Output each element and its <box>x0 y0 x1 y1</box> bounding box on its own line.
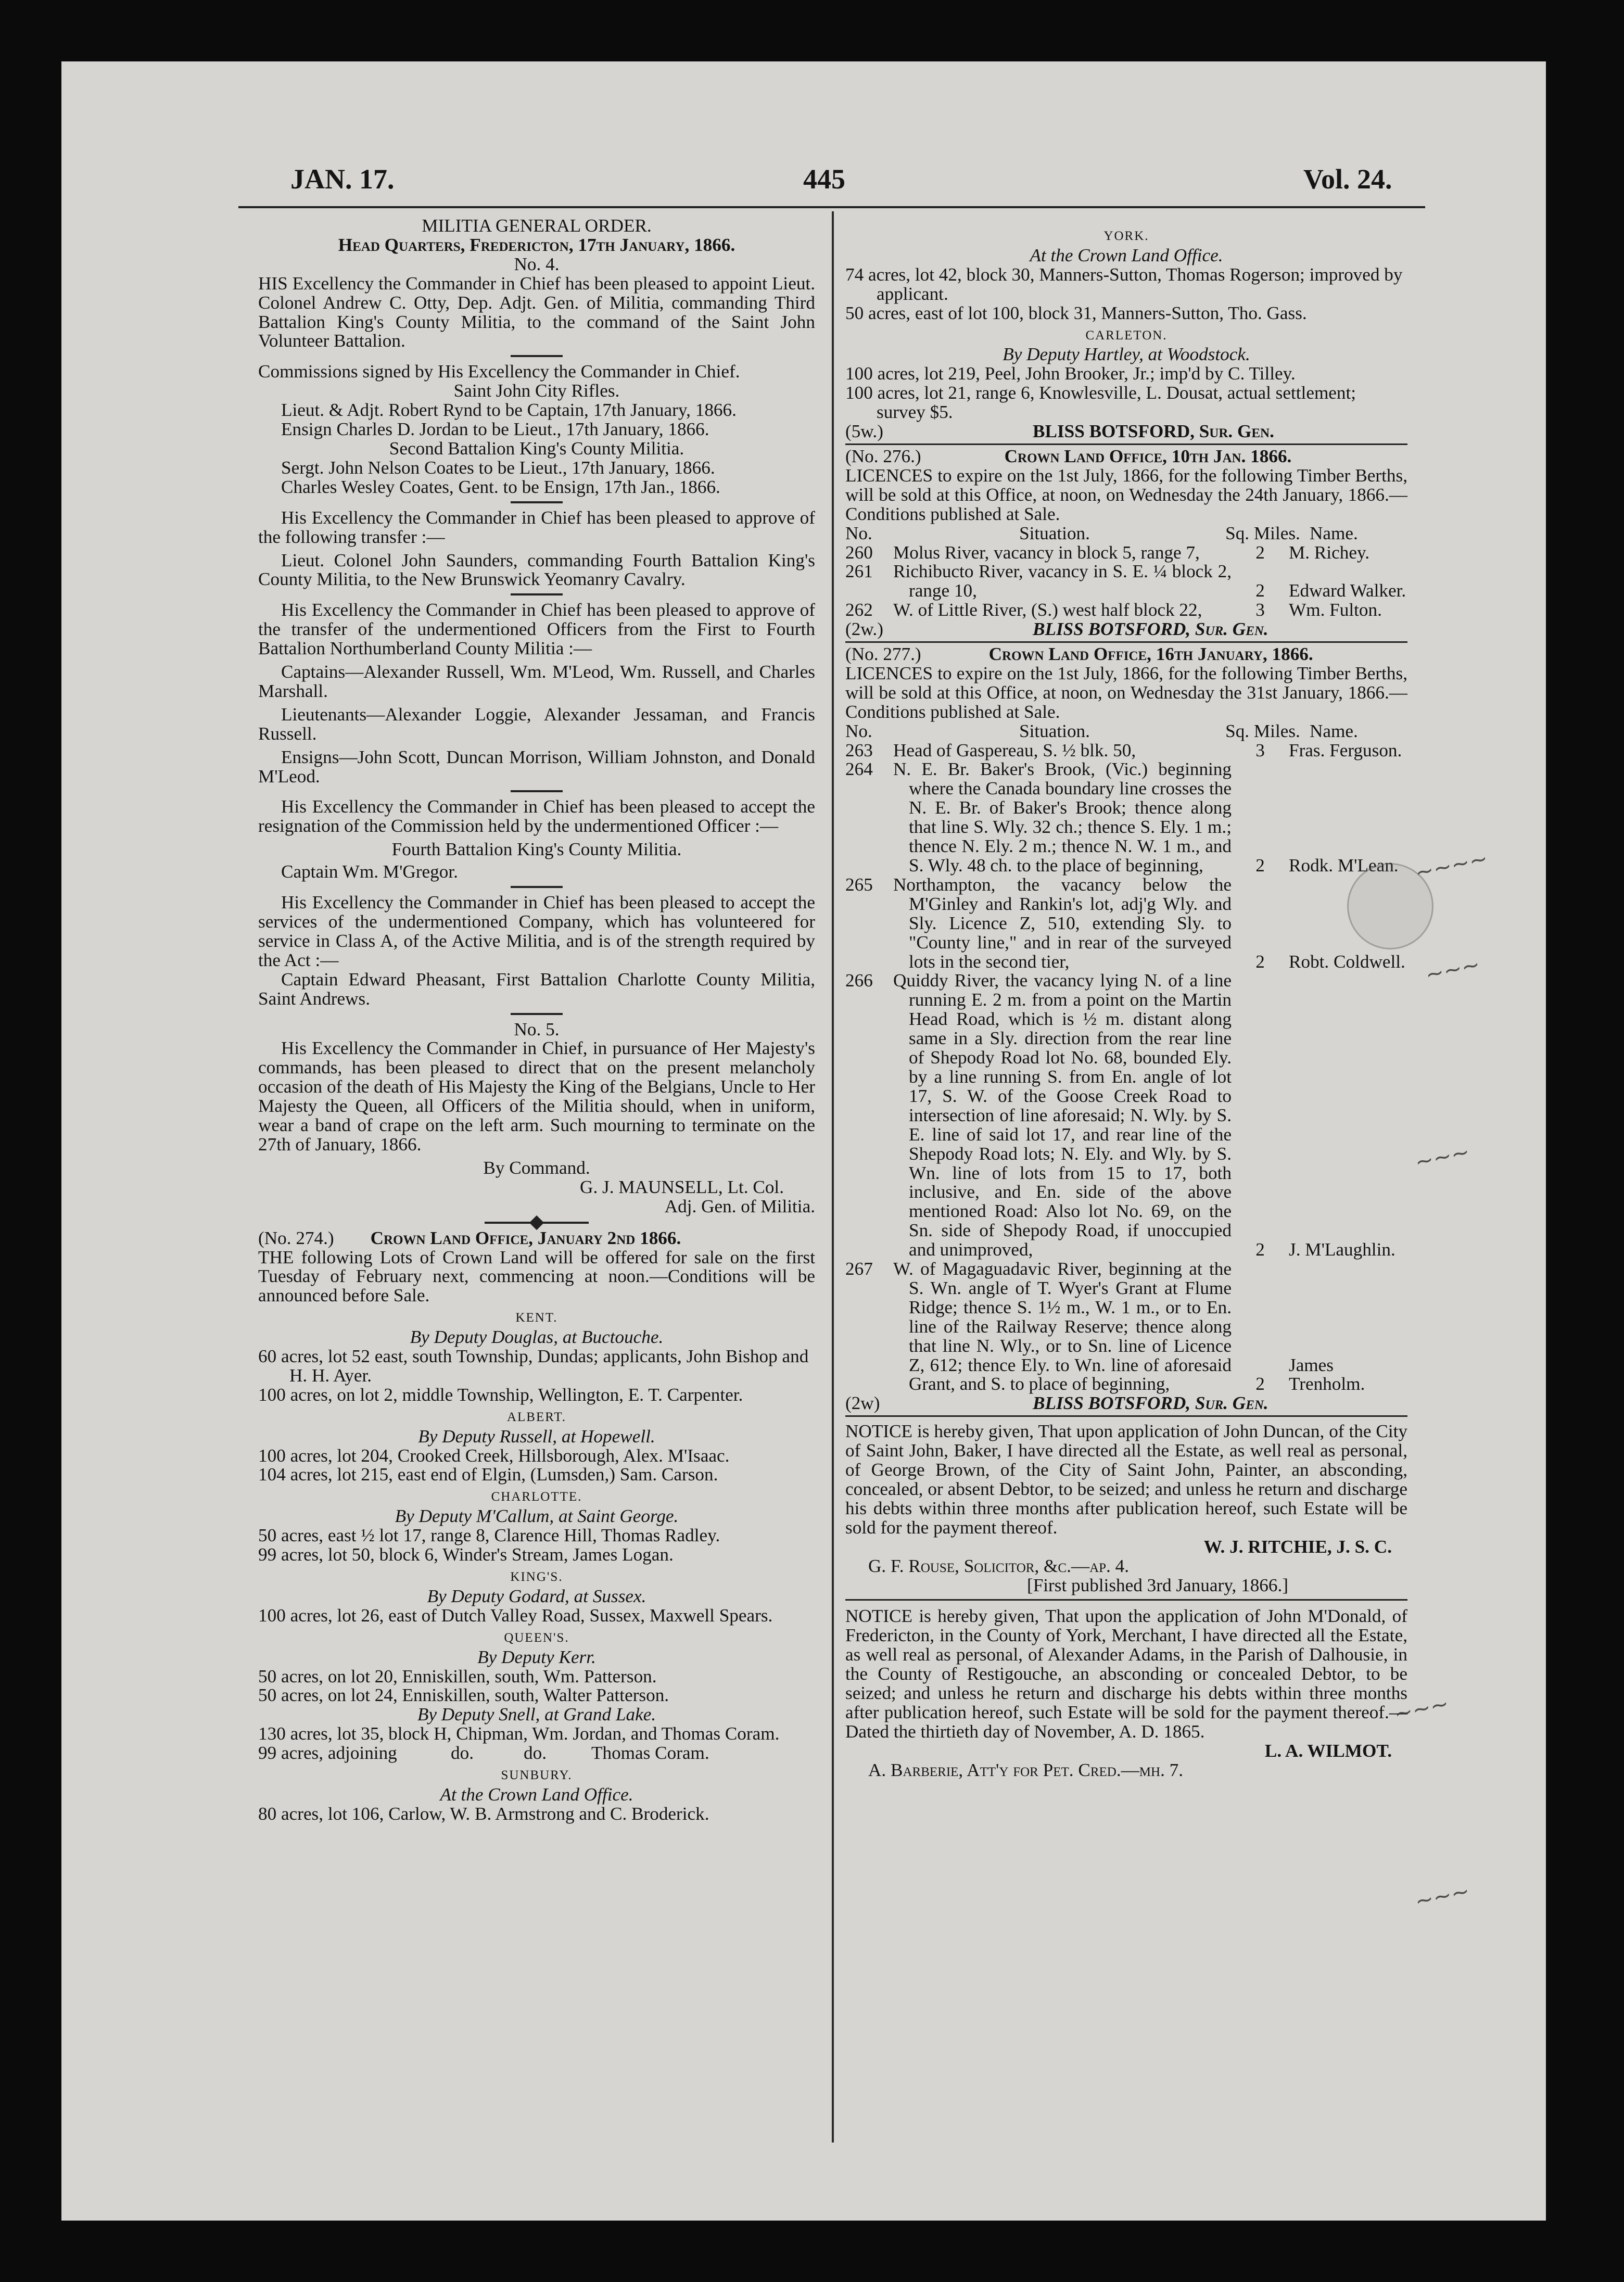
appointment-rynd: Lieut. & Adjt. Robert Rynd to be Captain, 17th January, 1866. <box>281 400 737 421</box>
county-sunbury: SUNBURY. <box>501 1768 573 1783</box>
appointment-jordan: Ensign Charles D. Jordan to be Lieut., 17th January, 1866. <box>281 419 709 440</box>
deputy-charlotte: By Deputy M'Callum, at Saint George. <box>395 1506 679 1527</box>
lot-entry: 80 acres, lot 106, Carlow, W. B. Armstrong and C. Broderick. <box>258 1803 709 1824</box>
lot-entry: 99 acres, lot 50, block 6, Winder's Stream, James Logan. <box>258 1544 674 1565</box>
berth-row <box>845 562 1407 601</box>
berth-row <box>845 543 1407 563</box>
berth-number: 262 <box>845 600 873 620</box>
berth-number: 260 <box>845 542 873 563</box>
right-column <box>845 227 1407 1780</box>
notice-number: (No. 277.) <box>845 644 921 665</box>
berth-situation: Northampton, the vacancy below the M'Ginley and Rankin's lot, adj'g Wly. and Sly. Licence Z, 510, extending Sly. to "County line," and in rear of the surveyed lots in the second tier, <box>893 874 1232 972</box>
berth-number: 264 <box>845 759 873 780</box>
berth-name: J. M'Laughlin. <box>1289 1239 1395 1260</box>
deputy-carleton: By Deputy Hartley, at Woodstock. <box>1003 344 1250 365</box>
header-rule <box>238 206 1425 208</box>
signature-botsford: BLISS BOTSFORD, Sur. Gen. <box>1033 1393 1268 1414</box>
order-paragraph-otty: HIS Excellency the Commander in Chief has been pleased to appoint Lieut. Colonel Andrew C. Otty, Dep. Adjt. Gen. of Militia, commanding Third Battalion King's County Militia, to the command of the Saint John Volunteer Battalion. <box>258 273 815 351</box>
table-header: No. Situation. Sq. Miles. Name. <box>845 523 1358 543</box>
county-kent: KENT. <box>515 1311 558 1325</box>
berth-situation: Molus River, vacancy in block 5, range 7, <box>893 542 1200 563</box>
signature-botsford: BLISS BOTSFORD, Sur. Gen. <box>1033 619 1268 640</box>
berth-name: M. Richey. <box>1289 542 1370 563</box>
deputy-york: At the Crown Land Office. <box>1030 245 1223 265</box>
notice-office-date: Crown Land Office, 10th Jan. 1866. <box>1004 446 1292 466</box>
berth-row <box>845 741 1407 760</box>
berth-situation: W. of Little River, (S.) west half block 22, <box>893 600 1202 620</box>
notice-paragraph: NOTICE is hereby given, That upon application of John Duncan, of the City of Saint John, Baker, I have directed all the Estate, as well real as personal, of George Brown, of the City of Saint John, Painter, an absconding, concealed, or absent Debtor, to be seized; and unless he return and discharge his debts within three months after publication hereof, such Estate will be sold for the payment thereof. <box>845 1421 1407 1538</box>
berth-sq-miles: 2 <box>1255 542 1265 563</box>
berth-name: James Trenholm. <box>1289 1354 1365 1394</box>
notice-mcdonald <box>845 1607 1407 1780</box>
county-albert: ALBERT. <box>506 1410 567 1424</box>
order-no5: No. 5. <box>514 1019 560 1039</box>
heading-second-battalion: Second Battalion King's County Militia. <box>389 438 684 459</box>
berth-sq-miles: 2 <box>1255 951 1265 972</box>
notice-paragraph: NOTICE is hereby given, That upon the application of John M'Donald, of Fredericton, in the County of York, Merchant, I have directed all the Estate, as well real as personal, of Alexander Adams, in the Parish of Dalhousie, in the County of Restigouche, an absconding or concealed Debtor, to be seized; and unless he return and discharge his debts within three months after publication hereof, such Estate will be sold for the payment thereof.—Dated the thirtieth day of November, A. D. 1865. <box>845 1606 1407 1742</box>
divider <box>511 1013 563 1015</box>
divider <box>511 501 563 503</box>
header-page-number: 445 <box>803 163 845 195</box>
appointment-charles-coates: Charles Wesley Coates, Gent. to be Ensign, 17th Jan., 1866. <box>281 476 720 497</box>
lot-entry: 100 acres, lot 21, range 6, Knowlesville, L. Dousat, actual settlement; survey $5. <box>845 383 1356 423</box>
solicitor-line: G. F. Rouse, Solicitor, &c.—ap. 4. <box>868 1555 1130 1576</box>
first-published: [First published 3rd January, 1866.] <box>1026 1575 1288 1595</box>
deputy-queens-2: By Deputy Snell, at Grand Lake. <box>417 1704 656 1725</box>
notice-number: (No. 274.) <box>258 1227 334 1248</box>
handwritten-annotation: ~~~ <box>1392 1690 1451 1727</box>
captains-list: Captains—Alexander Russell, Wm. M'Leod, Wm. Russell, and Charles Marshall. <box>258 662 815 701</box>
divider <box>845 641 1407 643</box>
berth-name: Fras. Ferguson. <box>1289 740 1402 760</box>
berth-situation: Quiddy River, the vacancy lying N. of a line running E. 2 m. from a point on the Martin Head Road, which is ½ m. distant along same in a Sly. direction from the rear line of Shepody Road lot No. 68, bounded Ely. by a line running S. from En. angle of lot 17, S. W. of the Goose Creek Road to intersection of line aforesaid; N. Wly. by S. E. line of said lot 17, and rear line of the Shepody Road lots; N. Ely. and Wly. by S. Wn. line of lots from 15 to 17, both inclusive, and En. side of the above mentioned Road: Also lot No. 69, on the Sn. side of Shepody Road, if unoccupied and unimproved, <box>893 970 1232 1260</box>
by-command: By Command. <box>483 1157 590 1178</box>
lot-entry: 130 acres, lot 35, block H, Chipman, Wm. Jordan, and Thomas Coram. <box>258 1723 780 1744</box>
signature-line: (5w.) BLISS BOTSFORD, Sur. Gen. <box>845 421 1274 442</box>
county-carleton: CARLETON. <box>1085 328 1168 343</box>
berth-row <box>845 1260 1407 1394</box>
lot-entry: 100 acres, lot 26, east of Dutch Valley Road, Sussex, Maxwell Spears. <box>258 1605 773 1626</box>
lot-entry: 50 acres, east of lot 100, block 31, Manners-Sutton, Tho. Gass. <box>845 302 1307 323</box>
lot-entry: 74 acres, lot 42, block 30, Manners-Sutton, Thomas Rogerson; improved by applicant. <box>845 264 1403 304</box>
militia-title: MILITIA GENERAL ORDER. <box>422 215 652 236</box>
left-column <box>258 217 815 1824</box>
berth-situation: Head of Gaspereau, S. ½ blk. 50, <box>893 740 1136 760</box>
berth-number: 263 <box>845 740 873 760</box>
berth-row <box>845 601 1407 620</box>
lieutenants-list: Lieutenants—Alexander Loggie, Alexander Jessaman, and Francis Russell. <box>258 704 815 744</box>
signature-ritchie: W. J. RITCHIE, J. S. C. <box>1203 1536 1392 1557</box>
notice-number: (No. 276.) <box>845 446 921 466</box>
deputy-kent: By Deputy Douglas, at Buctouche. <box>410 1327 664 1348</box>
berth-sq-miles: 2 <box>1255 1374 1265 1394</box>
lot-entry-coram: 99 acres, adjoining do. do. Thomas Coram. <box>258 1743 709 1764</box>
divider <box>845 1415 1407 1417</box>
timber-notice-277 <box>845 645 1407 1413</box>
newspaper-page <box>61 61 1546 2221</box>
divider <box>511 355 563 357</box>
berth-sq-miles: 2 <box>1255 1239 1265 1260</box>
crown-land-paragraph: THE following Lots of Crown Land will be offered for sale on the first Tuesday of February next, commencing at noon.—Conditions will be announced before Sale. <box>258 1247 815 1306</box>
signature-line: (2w.) BLISS BOTSFORD, Sur. Gen. <box>845 619 1268 640</box>
header-volume: Vol. 24. <box>1303 163 1392 195</box>
county-york: YORK. <box>1103 229 1149 243</box>
handwritten-annotation: ~~~ <box>1413 1138 1472 1175</box>
licence-paragraph: LICENCES to expire on the 1st July, 1866, for the following Timber Berths, will be sold at this Office, at noon, on Wednesday the 24th January, 1866.—Conditions published at Sale. <box>845 465 1407 524</box>
lot-entry: 60 acres, lot 52 east, south Township, Dundas; applicants, John Bishop and H. H. Ayer. <box>258 1346 809 1386</box>
lot-entry: 50 acres, on lot 20, Enniskillen, south, Wm. Patterson. <box>258 1666 657 1687</box>
deputy-queens: By Deputy Kerr. <box>477 1646 596 1667</box>
militia-general-order <box>258 217 815 1216</box>
signature-title: Adj. Gen. of Militia. <box>664 1196 815 1216</box>
lot-entry: 50 acres, east ½ lot 17, range 8, Clarence Hill, Thomas Radley. <box>258 1525 720 1546</box>
resignation-paragraph: His Excellency the Commander in Chief has been pleased to accept the resignation of the Commission held by the undermentioned Officer :— <box>258 796 815 836</box>
berth-sq-miles: 2 <box>1255 580 1265 601</box>
heading-saint-john-rifles: Saint John City Rifles. <box>453 381 620 401</box>
divider <box>511 886 563 888</box>
heading-fourth-battalion: Fourth Battalion King's County Militia. <box>391 839 682 860</box>
berth-row <box>845 971 1407 1260</box>
lot-entry: 104 acres, lot 215, east end of Elgin, (Lumsden,) Sam. Carson. <box>258 1464 718 1485</box>
services-paragraph: His Excellency the Commander in Chief has been pleased to accept the services of the undermentioned Company, which has volunteered for service in Class A, of the Active Militia, and is of the strength required by the Act :— <box>258 892 815 970</box>
divider <box>511 790 563 792</box>
divider <box>845 443 1407 445</box>
table-header: No. Situation. Sq. Miles. Name. <box>845 720 1358 741</box>
berth-situation: Richibucto River, vacancy in S. E. ¼ block 2, range 10, <box>893 561 1232 601</box>
signature-line: (2w) BLISS BOTSFORD, Sur. Gen. <box>845 1393 1268 1414</box>
transfer-saunders: Lieut. Colonel John Saunders, commanding Fourth Battalion King's County Militia, to the New Brunswick Yeomanry Cavalry. <box>258 550 815 590</box>
berth-situation: W. of Magaguadavic River, beginning at the S. Wn. angle of T. Wyer's Grant at Flume Ridge; thence S. 1½ m., W. 1 m., or to En. line of the Railway Reserve; thence along that line N. Wly., or to Sn. line of Licence Z, 612; thence Ely. to Wn. line of aforesaid Grant, and S. to place of beginning, <box>893 1259 1232 1394</box>
berth-name: Rodk. M'Lean. <box>1289 855 1399 876</box>
attorney-line: A. Barberie, Att'y for Pet. Cred.—mh. 7. <box>868 1759 1184 1780</box>
berth-situation: N. E. Br. Baker's Brook, (Vic.) beginning where the Canada boundary line crosses the N. E. Br. of Baker's Brook; thence along that line S. Wly. 32 ch.; thence S. Ely. 1 m.; thence N. Ely. 2 m.; thence N. W. 1 m., and S. Wly. 48 ch. to the place of beginning, <box>893 759 1232 876</box>
column-divider <box>832 211 834 2142</box>
county-kings: KING'S. <box>510 1570 563 1584</box>
berth-row <box>845 760 1407 875</box>
berth-row <box>845 876 1407 972</box>
notice-office-date: Crown Land Office, January 2nd 1866. <box>370 1227 681 1248</box>
militia-headquarters: Head Quarters, Fredericton, 17th January, 1866. <box>338 234 735 255</box>
order-no4: No. 4. <box>514 253 560 274</box>
appointment-john-coates: Sergt. John Nelson Coates to be Lieut., 17th January, 1866. <box>281 457 715 478</box>
berth-name: Wm. Fulton. <box>1289 600 1382 620</box>
berth-sq-miles: 2 <box>1255 855 1265 876</box>
berth-name: Robt. Coldwell. <box>1289 951 1405 972</box>
signature-maunsell: G. J. MAUNSELL, Lt. Col. <box>580 1176 784 1197</box>
berth-sq-miles: 3 <box>1255 740 1265 760</box>
handwritten-annotation: ~~~~ <box>1413 845 1490 886</box>
lot-entry: 50 acres, on lot 24, Enniskillen, south, Walter Patterson. <box>258 1685 669 1706</box>
handwritten-annotation: ~~~ <box>1423 951 1482 988</box>
resignation-mcgregor: Captain Wm. M'Gregor. <box>281 861 458 882</box>
signature-wilmot: L. A. WILMOT. <box>1264 1740 1392 1761</box>
berth-table-276 <box>845 543 1407 620</box>
notice-office-date: Crown Land Office, 16th January, 1866. <box>988 644 1313 665</box>
ensigns-list: Ensigns—John Scott, Duncan Morrison, William Johnston, and Donald M'Leod. <box>258 746 815 787</box>
lot-entry: 100 acres, lot 204, Crooked Creek, Hillsborough, Alex. M'Isaac. <box>258 1445 730 1466</box>
crown-land-notice-274 <box>258 1229 815 1824</box>
commissions-note: Commissions signed by His Excellency the Commander in Chief. <box>258 361 740 382</box>
berth-number: 261 <box>845 561 873 582</box>
mourning-paragraph: His Excellency the Commander in Chief, in pursuance of Her Majesty's commands, has been pleased to direct that on the present melancholy occasion of the death of His Majesty the King of the Belgians, Uncle to Her Majesty the Queen, all Officers of the Militia should, when in uniform, wear a band of crape on the left arm. Such mourning to terminate on the 27th of January, 1866. <box>258 1038 815 1155</box>
notice-duncan <box>845 1422 1407 1595</box>
divider <box>845 1599 1407 1601</box>
berth-name: Edward Walker. <box>1289 580 1406 601</box>
deputy-kings: By Deputy Godard, at Sussex. <box>427 1586 646 1606</box>
ornamental-divider <box>485 1222 589 1224</box>
deputy-sunbury: At the Crown Land Office. <box>440 1784 633 1805</box>
county-charlotte: CHARLOTTE. <box>491 1490 582 1504</box>
signature-botsford: BLISS BOTSFORD, Sur. Gen. <box>1033 421 1274 442</box>
divider <box>511 593 563 595</box>
transfer-officers-paragraph: His Excellency the Commander in Chief has been pleased to approve of the transfer of the undermentioned Officers from the First to Fourth Battalion Northumberland County Militia :— <box>258 600 815 659</box>
county-queens: QUEEN'S. <box>504 1630 569 1645</box>
company-pheasant: Captain Edward Pheasant, First Battalion Charlotte County Militia, Saint Andrews. <box>258 969 815 1009</box>
transfer-paragraph: His Excellency the Commander in Chief has been pleased to approve of the following transfer :— <box>258 507 815 547</box>
berth-number: 266 <box>845 970 873 991</box>
deputy-albert: By Deputy Russell, at Hopewell. <box>418 1426 655 1447</box>
berth-table-277 <box>845 741 1407 1394</box>
header-date: JAN. 17. <box>290 163 395 195</box>
berth-sq-miles: 3 <box>1255 600 1265 620</box>
handwritten-annotation: ~~~ <box>1413 1878 1472 1915</box>
licence-paragraph: LICENCES to expire on the 1st July, 1866, for the following Timber Berths, will be sold at this Office, at noon, on Wednesday the 31st January, 1866.—Conditions published at Sale. <box>845 663 1407 722</box>
berth-number: 265 <box>845 874 873 895</box>
lot-entry: 100 acres, lot 219, Peel, John Brooker, Jr.; imp'd by C. Tilley. <box>845 363 1296 384</box>
berth-number: 267 <box>845 1259 873 1279</box>
lot-entry: 100 acres, on lot 2, middle Township, Wellington, E. T. Carpenter. <box>258 1384 743 1405</box>
timber-notice-276 <box>845 447 1407 639</box>
